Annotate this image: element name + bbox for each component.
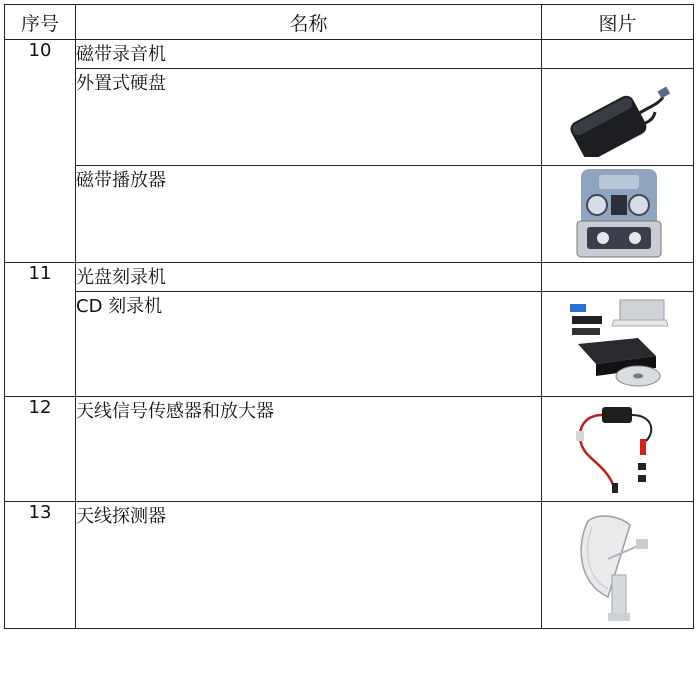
image-cell-empty bbox=[542, 263, 694, 292]
table-row bbox=[5, 263, 694, 292]
row-index: 10 bbox=[5, 40, 76, 263]
row-index: 11 bbox=[5, 263, 76, 397]
external-hard-drive-icon bbox=[563, 77, 673, 157]
category-name: 光盘刻录机 bbox=[76, 263, 542, 292]
image-cell bbox=[542, 502, 694, 629]
table-row bbox=[5, 397, 694, 502]
table-row bbox=[5, 502, 694, 629]
cassette-player-icon bbox=[573, 165, 663, 263]
header-name: 名称 bbox=[76, 5, 542, 40]
equipment-table bbox=[4, 4, 694, 629]
antenna-amplifier-icon bbox=[568, 401, 668, 497]
row-index: 13 bbox=[5, 502, 76, 629]
image-cell-empty bbox=[542, 40, 694, 69]
header-image: 图片 bbox=[542, 5, 694, 40]
image-cell bbox=[542, 166, 694, 263]
satellite-dish-icon bbox=[568, 505, 668, 625]
table-row bbox=[5, 292, 694, 397]
item-name: 天线探测器 bbox=[76, 502, 542, 629]
item-name: 外置式硬盘 bbox=[76, 69, 542, 166]
item-name: CD 刻录机 bbox=[76, 292, 542, 397]
table-row bbox=[5, 166, 694, 263]
category-name: 磁带录音机 bbox=[76, 40, 542, 69]
item-name: 磁带播放器 bbox=[76, 166, 542, 263]
table-row bbox=[5, 40, 694, 69]
image-cell bbox=[542, 69, 694, 166]
item-name: 天线信号传感器和放大器 bbox=[76, 397, 542, 502]
image-cell bbox=[542, 292, 694, 397]
header-index: 序号 bbox=[5, 5, 76, 40]
cd-burner-icon bbox=[568, 294, 668, 394]
row-index: 12 bbox=[5, 397, 76, 502]
header-row bbox=[5, 5, 694, 40]
image-cell bbox=[542, 397, 694, 502]
table-row bbox=[5, 69, 694, 166]
